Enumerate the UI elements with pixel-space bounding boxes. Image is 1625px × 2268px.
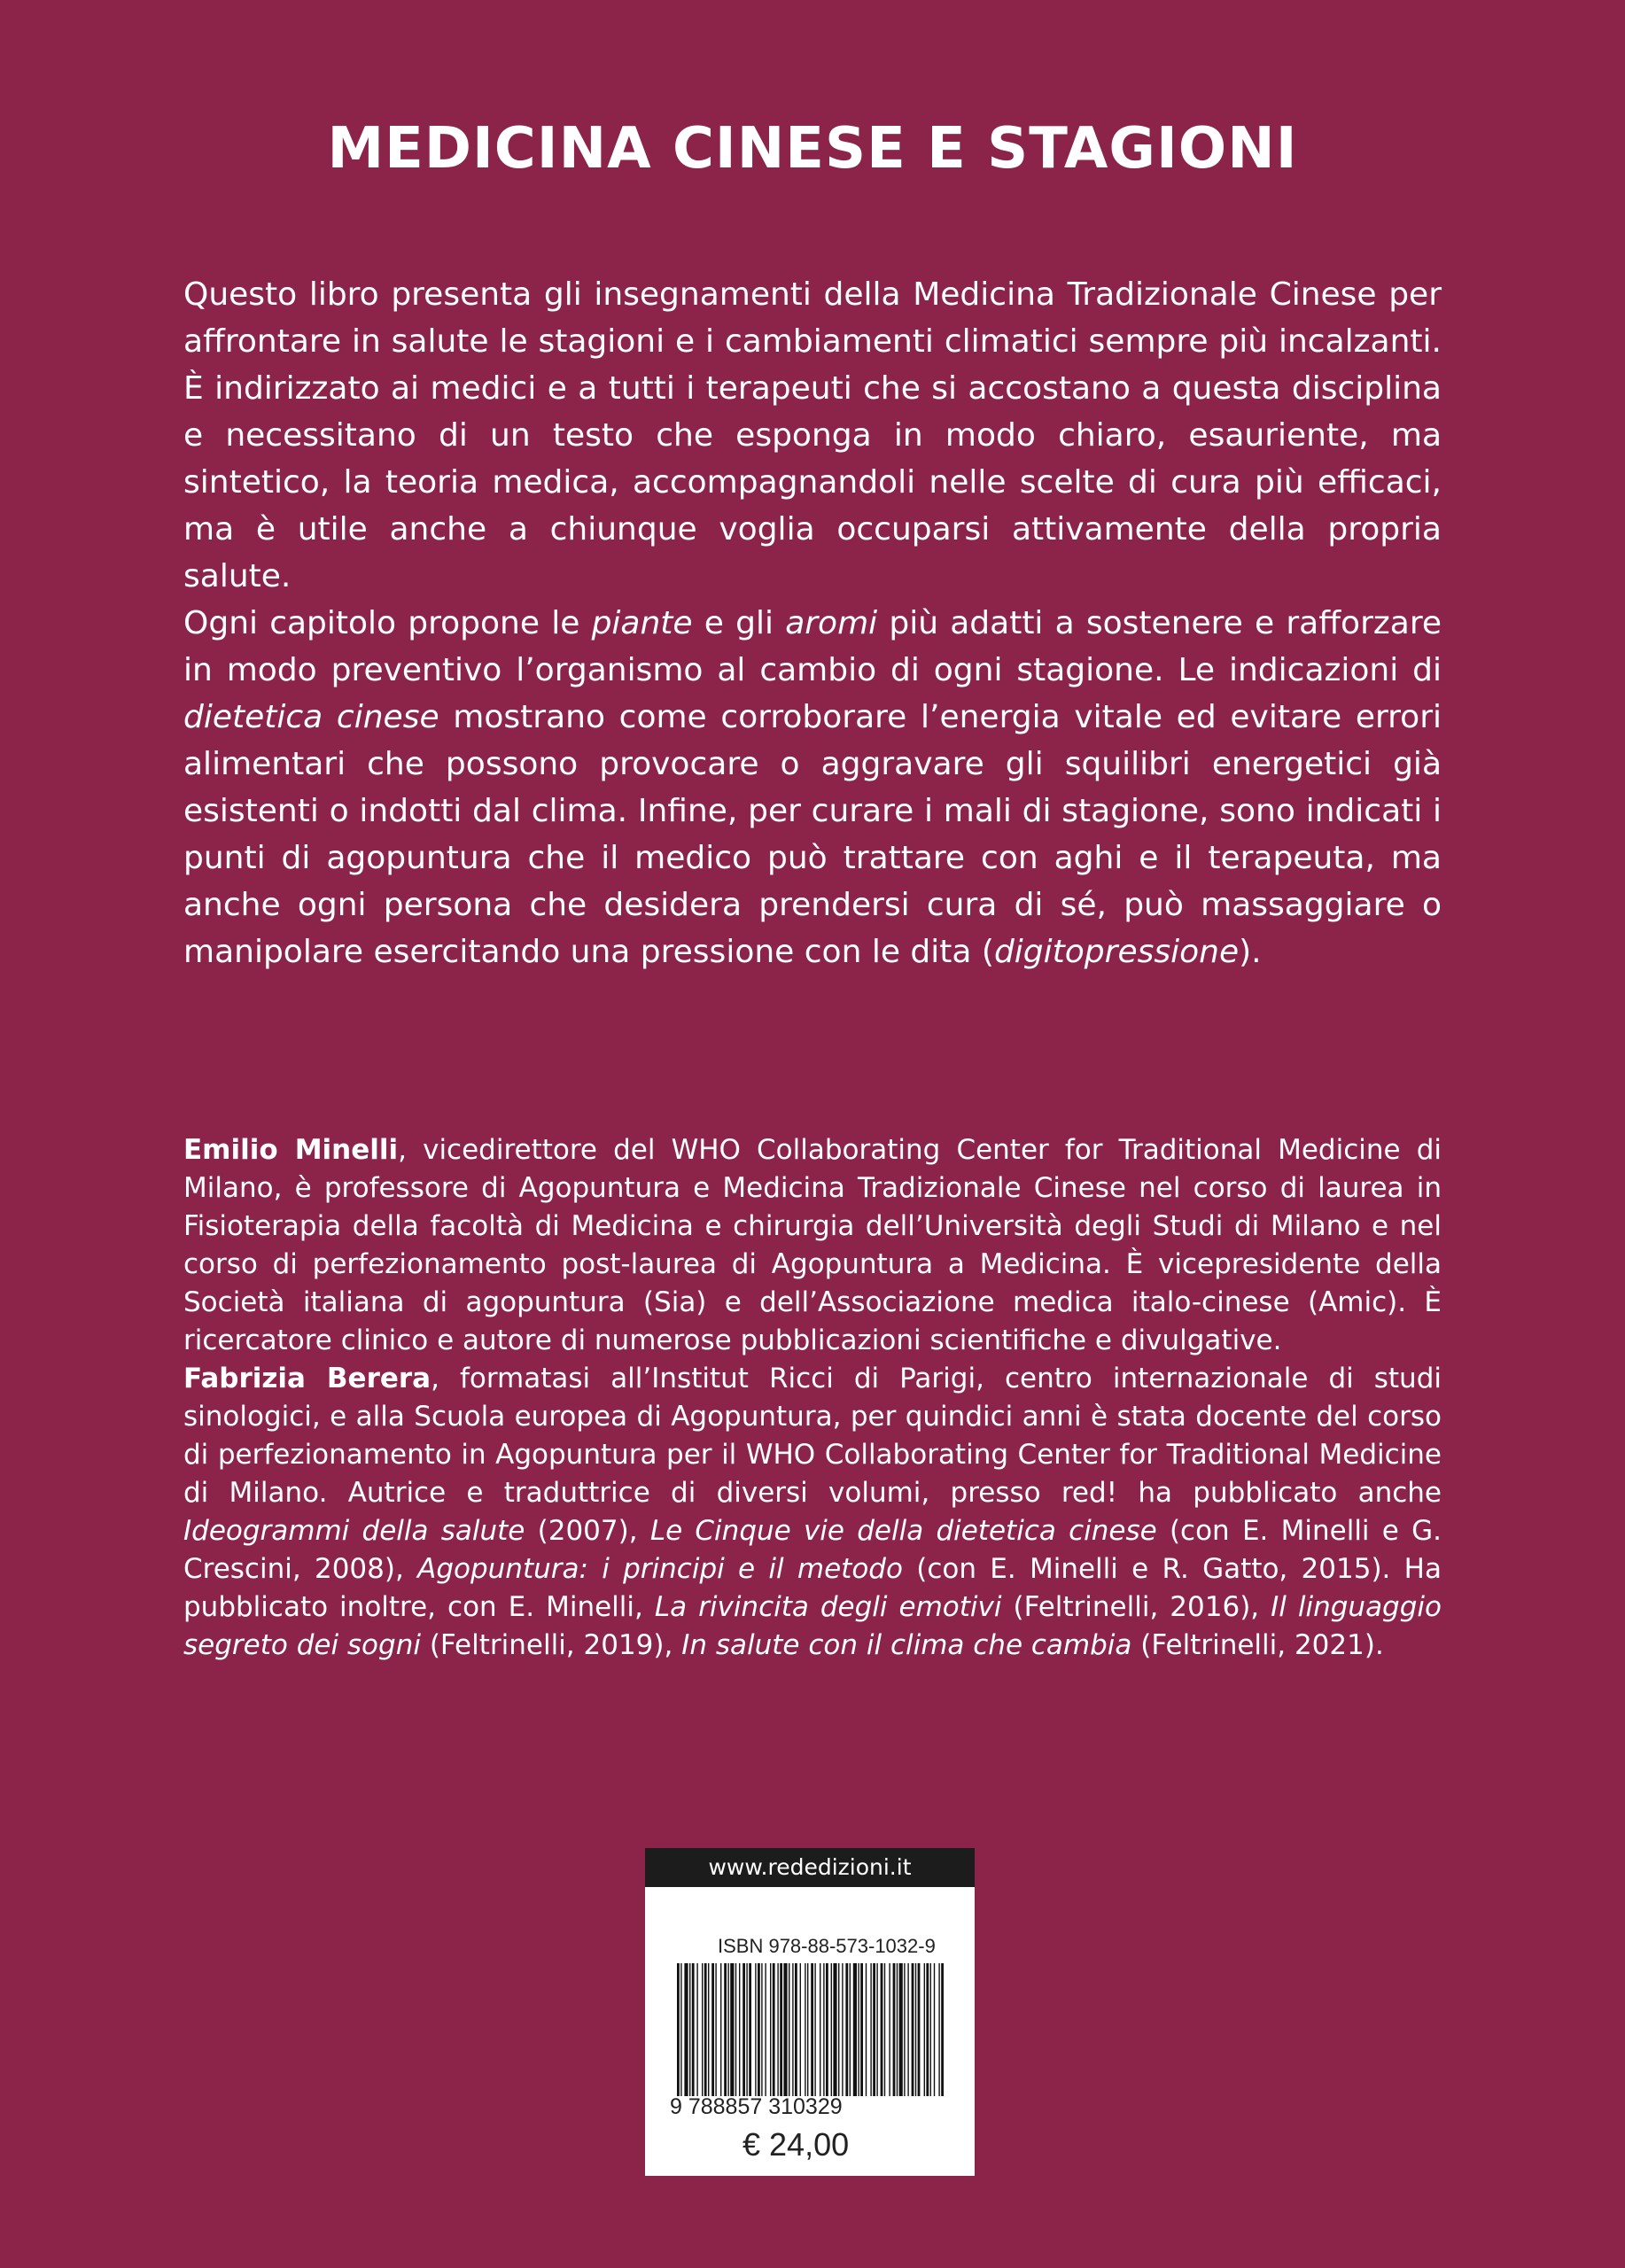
barcode-image xyxy=(670,1963,950,2096)
author-name-berera: Fabrizia Berera xyxy=(183,1363,432,1394)
author-bio-berera: Fabrizia Berera, formatasi all’Institut Ricci di Parigi, centro internazionale di studi sinologici, e alla Scuola europea di Agopuntura, per quindici anni è stata docente del corso di perfezionamento in Agopuntura per il WHO Collaborating Center for Traditional Medicine di Milano. Autrice e traduttrice di diversi volumi, presso red! ha pubblicato anche Ideogrammi della salute (2007), Le Cinque vie della dietetica cinese (con E. Minelli e G. Crescini, 2008), Agopuntura: i principi e il metodo (con E. Minelli e R. Gatto, 2015). Ha pubblicato inoltre, con E. Minelli, La rivincita degli emotivi (Feltrinelli, 2016), Il linguaggio segreto dei sogni (Feltrinelli, 2019), In salute con il clima che cambia (Feltrinelli, 2021). xyxy=(183,1363,1442,1661)
author-bio-minelli: Emilio Minelli, vicedirettore del WHO Collaborating Center for Traditional Medicine di Milano, è professore di Agopuntura e Medicina Tradizionale Cinese nel corso di laurea in Fisioterapia della facoltà di Medicina e chirurgia dell’Università degli Studi di Milano e nel corso di perfezionamento post-laurea di Agopuntura a Medicina. È vicepresidente della Società italiana di agopuntura (Sia) e dell’Associazione medica italo-cinese (Amic). È ricercatore clinico e autore di numerose pubblicazioni scientifiche e divulgative. xyxy=(183,1134,1442,1356)
price-label: € 24,00 xyxy=(743,2126,850,2163)
author-bios xyxy=(183,1131,1442,1665)
author-name-minelli: Emilio Minelli xyxy=(183,1134,399,1166)
book-description xyxy=(183,271,1442,975)
description-paragraph-2: Ogni capitolo propone le piante e gli aromi più adatti a sostenere e rafforzare in modo preventivo l’organismo al cambio di ogni stagione. Le indicazioni di dietetica cinese mostrano come corroborare l’energia vitale ed evitare errori alimentari che possono provocare o aggravare gli squilibri energetici già esistenti o indotti dal clima. Infine, per curare i mali di stagione, sono indicati i punti di agopuntura che il medico può trattare con aghi e il terapeuta, ma anche ogni persona che desidera prendersi cura di sé, può massaggiare o manipolare esercitando una pressione con le dita (digitopressione). xyxy=(183,605,1442,970)
barcode-digits: 9 788857 310329 xyxy=(670,2094,843,2119)
barcode-sticker xyxy=(645,1848,975,2176)
isbn-label: ISBN 978-88-573-1032-9 xyxy=(718,1935,936,1957)
book-title: MEDICINA CINESE E STAGIONI xyxy=(327,116,1298,182)
publisher-website: www.rededizioni.it xyxy=(645,1848,975,1887)
description-paragraph-1: Questo libro presenta gli insegnamenti della Medicina Tradizionale Cinese per affrontare in salute le stagioni e i cambiamenti climatici sempre più incalzanti. È indirizzato ai medici e a tutti i terapeuti che si accostano a questa disciplina e necessitano di un testo che esponga in modo chiaro, esauriente, ma sintetico, la teoria medica, accompagnandoli nelle scelte di cura più efficaci, ma è utile anche a chiunque voglia occuparsi attivamente della propria salute. xyxy=(183,276,1442,594)
